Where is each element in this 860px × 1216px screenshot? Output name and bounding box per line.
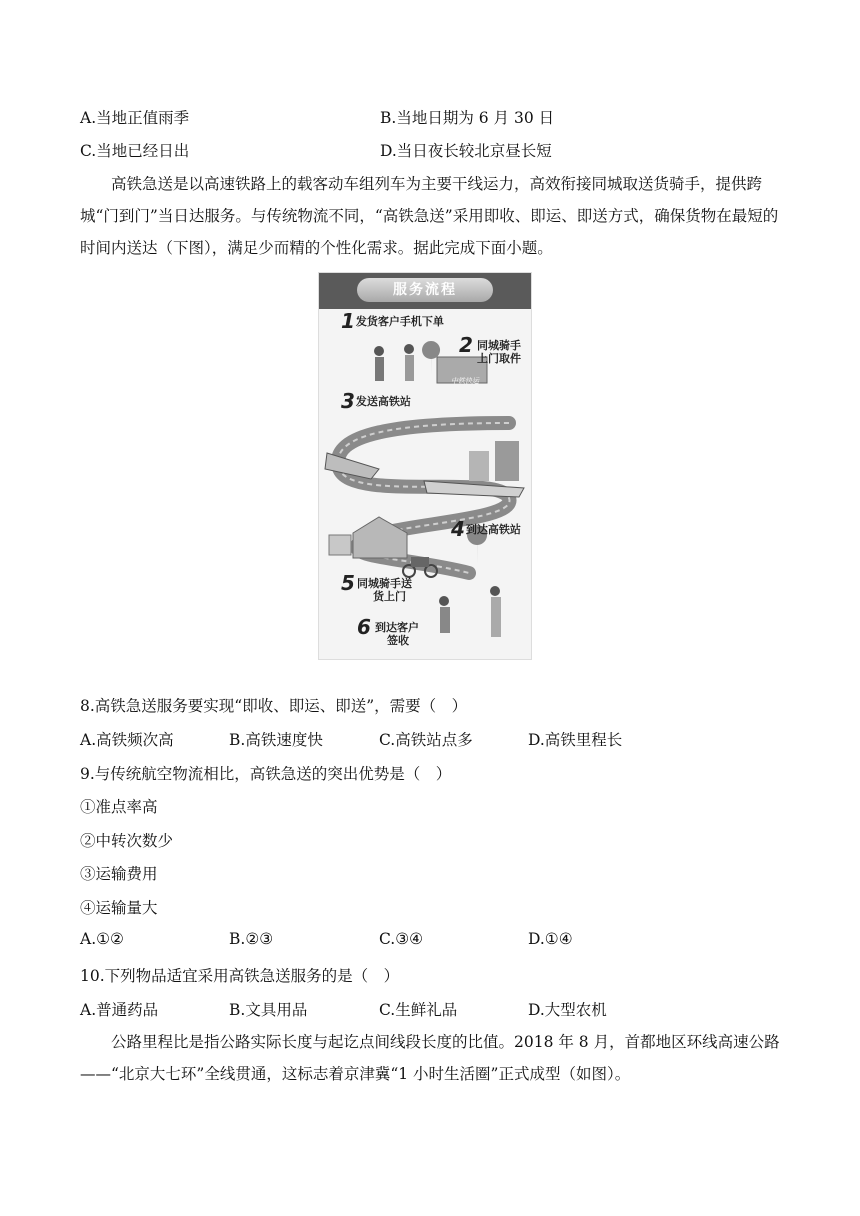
q10-option-c: C.生鲜礼品 [379,1001,458,1019]
step-label: 发送高铁站 [355,395,411,408]
q9-option-d: D.①④ [528,930,573,948]
customer-icon [491,597,501,637]
q10-option-d: D.大型农机 [528,1001,607,1019]
step-label: 到达高铁站 [465,523,521,536]
scooter-icon [411,557,429,567]
q8-option-a: A.高铁频次高 [80,731,174,749]
q8-option-d: D.高铁里程长 [528,731,623,749]
q7-option-a: A.当地正值雨季 [80,109,190,127]
q9-option-a: A.①② [80,930,124,948]
courier-icon [440,607,450,633]
intro-paragraph-1: 高铁急送是以高速铁路上的载客动车组列车为主要干线运力，高效衔接同城取送货骑手，提供跨城“门到门”当日达服务。与传统物流不同，“高铁急送”采用即收、即运、即送方式，确保货物在最短的时间内送达（下图），满足少而精的个性化需求。据此完成下面小题。 [80,175,779,257]
figure-title: 服务流程 [357,278,493,302]
city-building [469,451,489,481]
express-logo: 中铁快运 [451,377,479,385]
box-icon [329,535,351,555]
q7-option-d: D.当日夜长较北京昼长短 [380,142,552,160]
q9-item-2: ②中转次数少 [80,832,174,850]
q8-option-c: C.高铁站点多 [379,731,473,749]
person-icon [404,344,414,354]
q8-option-b: B.高铁速度快 [229,731,323,749]
person-icon [375,357,384,381]
q9-option-b: B.②③ [229,930,274,948]
step-label: 同城骑手 [477,339,521,352]
q10-stem: 10.下列物品适宜采用高铁急送服务的是（ ） [80,967,400,985]
step-number: 6 [357,615,371,639]
intro-paragraph-2: 公路里程比是指公路实际长度与起讫点间线段长度的比值。2018 年 8 月，首都地区环线高速公路——“北京大七环”全线贯通，这标志着京津冀“1 小时生活圈”正式成型（如图）。 [80,1033,780,1083]
q10-option-a: A.普通药品 [80,1001,159,1019]
step-label: 同城骑手送 [357,577,412,590]
step-label: 上门取件 [477,352,521,365]
q7-option-c: C.当地已经日出 [80,142,190,160]
step-3 [341,389,411,413]
q9-option-c: C.③④ [379,930,424,948]
step-label: 签收 [387,634,409,647]
customer-icon [490,586,500,596]
q7-option-b: B.当地日期为 6 月 30 日 [380,109,555,127]
q9-item-1: ①准点率高 [80,798,158,816]
step-6 [357,615,419,647]
city-building [495,441,519,481]
q10-option-b: B.文具用品 [229,1001,308,1019]
step-label: 发货客户手机下单 [355,315,444,328]
step-4 [451,517,521,541]
step-2 [459,333,521,365]
step-number: 5 [341,571,355,595]
step-number: 3 [341,389,355,413]
step-5 [341,571,412,603]
q8-stem: 8.高铁急送服务要实现“即收、即运、即送”，需要（ ） [80,697,468,715]
person-icon [374,346,384,356]
q9-stem: 9.与传统航空物流相比，高铁急送的突出优势是（ ） [80,765,452,783]
step-1 [341,309,444,333]
step-label: 货上门 [373,590,406,603]
q9-item-3: ③运输费用 [80,865,158,883]
step-number: 4 [451,517,465,541]
train-1 [325,453,379,479]
person-icon [405,355,414,381]
courier-icon [439,596,449,606]
step-number: 1 [341,309,355,333]
step-number: 2 [459,333,473,357]
step-label: 到达客户 [375,621,419,634]
q9-item-4: ④运输量大 [80,899,158,917]
service-flow-figure [318,272,532,660]
